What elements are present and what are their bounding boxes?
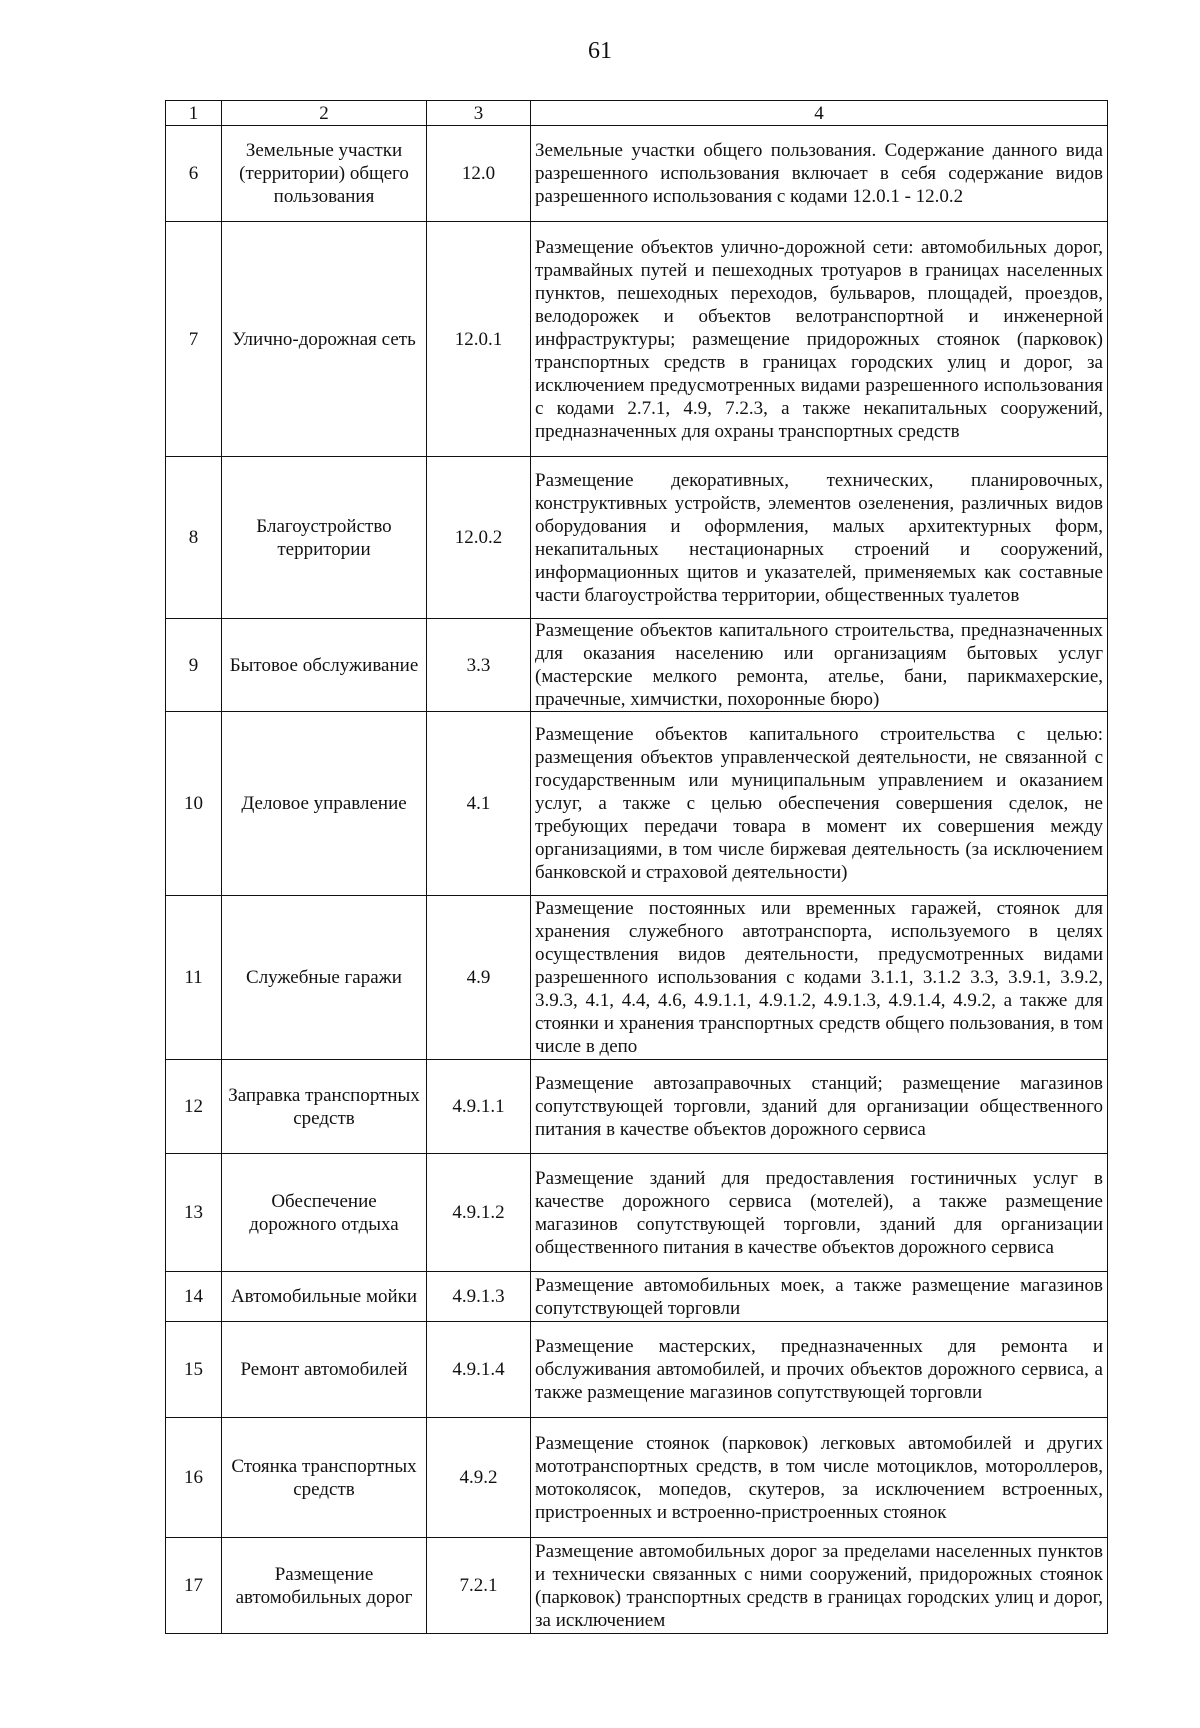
use-name: Автомобильные мойки — [222, 1272, 427, 1322]
use-code: 4.9 — [427, 896, 531, 1060]
use-name: Служебные гаражи — [222, 896, 427, 1060]
use-description: Размещение зданий для предоставления гостиничных услуг в качестве дорожного сервиса (мотелей), а также размещение магазинов сопутствующей торговли, зданий для организации общественного питания в качестве объектов дорожного сервиса — [531, 1154, 1108, 1272]
column-header-name: 2 — [222, 101, 427, 126]
use-name: Заправка транспортных средств — [222, 1060, 427, 1154]
use-description: Размещение автомобильных дорог за пределами населенных пунктов и технически связанных с ними сооружений, придорожных стоянок (парковок) транспортных средств в границах городских улиц и дорог, за исключением — [531, 1538, 1108, 1634]
use-name: Ремонт автомобилей — [222, 1322, 427, 1418]
use-description: Размещение объектов капитального строительства, предназначенных для оказания населению или организациям бытовых услуг (мастерские мелкого ремонта, ателье, бани, парикмахерские, прачечные, химчистки, похоронные бюро) — [531, 619, 1108, 712]
use-code: 4.1 — [427, 712, 531, 896]
row-number: 12 — [166, 1060, 222, 1154]
use-description: Размещение декоративных, технических, планировочных, конструктивных устройств, элементов озеленения, различных видов оборудования и оформления, малых архитектурных форм, некапитальных нестационарных строений и сооружений, информационных щитов и указателей, применяемых как составные части благоустройства территории, общественных туалетов — [531, 457, 1108, 619]
table-row — [166, 1060, 1108, 1154]
table-row — [166, 222, 1108, 457]
use-description: Размещение мастерских, предназначенных для ремонта и обслуживания автомобилей, и прочих объектов дорожного сервиса, а также размещение магазинов сопутствующей торговли — [531, 1322, 1108, 1418]
table-row — [166, 1538, 1108, 1634]
use-name: Деловое управление — [222, 712, 427, 896]
use-description: Размещение автозаправочных станций; размещение магазинов сопутствующей торговли, зданий для организации общественного питания в качестве объектов дорожного сервиса — [531, 1060, 1108, 1154]
row-number: 7 — [166, 222, 222, 457]
table-row — [166, 126, 1108, 222]
use-name: Благоустройство территории — [222, 457, 427, 619]
row-number: 16 — [166, 1418, 222, 1538]
use-name: Земельные участки (территории) общего пользования — [222, 126, 427, 222]
table-row — [166, 1272, 1108, 1322]
table-row — [166, 1322, 1108, 1418]
use-name: Улично-дорожная сеть — [222, 222, 427, 457]
page-number: 61 — [588, 38, 612, 64]
table-row — [166, 712, 1108, 896]
use-code: 4.9.2 — [427, 1418, 531, 1538]
use-code: 4.9.1.3 — [427, 1272, 531, 1322]
row-number: 8 — [166, 457, 222, 619]
use-code: 4.9.1.4 — [427, 1322, 531, 1418]
land-use-table — [165, 100, 1108, 1634]
use-code: 12.0 — [427, 126, 531, 222]
table-row — [166, 1418, 1108, 1538]
row-number: 10 — [166, 712, 222, 896]
use-code: 7.2.1 — [427, 1538, 531, 1634]
column-header-number: 1 — [166, 101, 222, 126]
table-row — [166, 457, 1108, 619]
use-code: 4.9.1.1 — [427, 1060, 531, 1154]
use-description: Размещение постоянных или временных гаражей, стоянок для хранения служебного автотранспорта, используемого в целях осуществления видов деятельности, предусмотренных видами разрешенного использования с кодами 3.1.1, 3.1.2 3.3, 3.9.1, 3.9.2, 3.9.3, 4.1, 4.4, 4.6, 4.9.1.1, 4.9.1.2, 4.9.1.3, 4.9.1.4, 4.9.2, а также для стоянки и хранения транспортных средств общего пользования, в том числе в депо — [531, 896, 1108, 1060]
table-header-row — [166, 101, 1108, 126]
use-description: Размещение объектов улично-дорожной сети: автомобильных дорог, трамвайных путей и пешеходных тротуаров в границах населенных пунктов, пешеходных переходов, бульваров, площадей, проездов, велодорожек и объектов велотранспортной и инженерной инфраструктуры; размещение придорожных стоянок (парковок) транспортных средств в границах городских улиц и дорог, за исключением предусмотренных видами разрешенного использования с кодами 2.7.1, 4.9, 7.2.3, а также некапитальных сооружений, предназначенных для охраны транспортных средств — [531, 222, 1108, 457]
use-description: Размещение стоянок (парковок) легковых автомобилей и других мототранспортных средств, в том числе мотоциклов, мотороллеров, мотоколясок, мопедов, скутеров, за исключением встроенных, пристроенных и встроенно-пристроенных стоянок — [531, 1418, 1108, 1538]
use-code: 12.0.1 — [427, 222, 531, 457]
use-description: Размещение автомобильных моек, а также размещение магазинов сопутствующей торговли — [531, 1272, 1108, 1322]
row-number: 14 — [166, 1272, 222, 1322]
use-name: Размещение автомобильных дорог — [222, 1538, 427, 1634]
row-number: 13 — [166, 1154, 222, 1272]
row-number: 6 — [166, 126, 222, 222]
row-number: 15 — [166, 1322, 222, 1418]
table-row — [166, 619, 1108, 712]
table-row — [166, 896, 1108, 1060]
use-code: 4.9.1.2 — [427, 1154, 531, 1272]
use-description: Размещение объектов капитального строительства с целью: размещения объектов управленческой деятельности, не связанной с государственным или муниципальным управлением и оказанием услуг, а также с целью обеспечения совершения сделок, не требующих передачи товара в момент их совершения между организациями, в том числе биржевая деятельность (за исключением банковской и страховой деятельности) — [531, 712, 1108, 896]
use-description: Земельные участки общего пользования. Содержание данного вида разрешенного использования включает в себя содержание видов разрешенного использования с кодами 12.0.1 - 12.0.2 — [531, 126, 1108, 222]
use-name: Бытовое обслуживание — [222, 619, 427, 712]
column-header-code: 3 — [427, 101, 531, 126]
use-code: 3.3 — [427, 619, 531, 712]
row-number: 17 — [166, 1538, 222, 1634]
row-number: 9 — [166, 619, 222, 712]
row-number: 11 — [166, 896, 222, 1060]
use-name: Стоянка транспортных средств — [222, 1418, 427, 1538]
table-row — [166, 1154, 1108, 1272]
use-code: 12.0.2 — [427, 457, 531, 619]
use-name: Обеспечение дорожного отдыха — [222, 1154, 427, 1272]
column-header-description: 4 — [531, 101, 1108, 126]
